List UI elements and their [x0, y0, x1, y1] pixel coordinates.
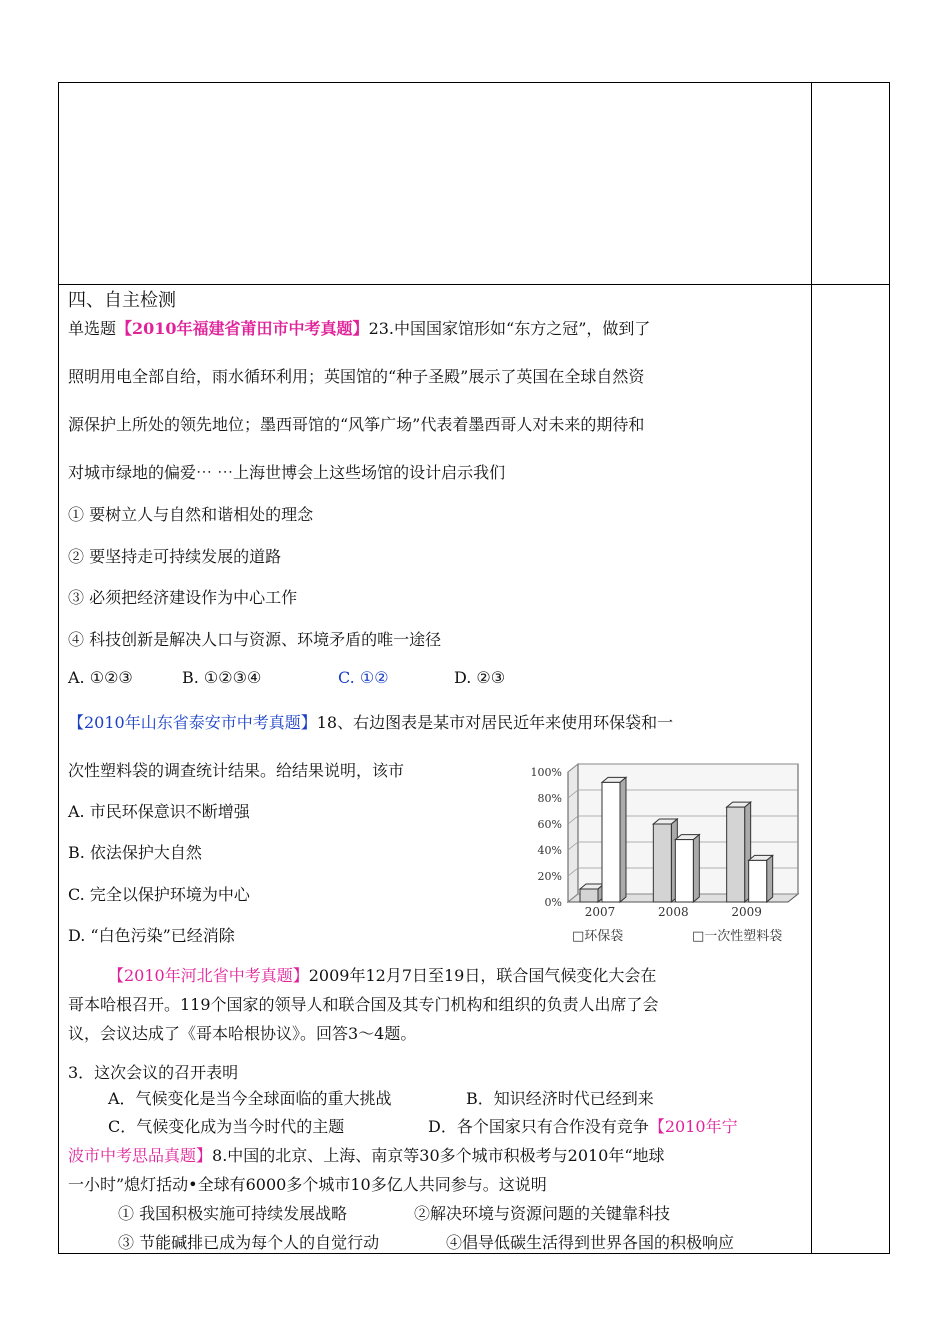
bar-front-face: [602, 782, 620, 902]
x-tick-label: 2008: [658, 905, 689, 919]
bar-front-face: [580, 889, 598, 902]
bag-usage-bar-chart: [512, 758, 808, 948]
source-tag: 【2010年山东省泰安市中考真题】: [68, 713, 317, 732]
statement-option: ④ 科技创新是解决人口与资源、环境矛盾的唯一途径: [68, 630, 442, 649]
statement-option: ③ 节能碱排已成为每个人的自觉行动: [118, 1233, 380, 1252]
answer-choice-a: A. ①②③: [68, 668, 133, 687]
y-tick-label: 20%: [537, 870, 562, 883]
y-tick-label: 80%: [537, 792, 562, 805]
question-text: 照明用电全部自给，雨水循环利用；英国馆的“种子圣殿”展示了英国在全球自然资: [68, 367, 645, 386]
statement-option: ① 要树立人与自然和谐相处的理念: [68, 505, 314, 524]
table-column-divider: [811, 83, 812, 1253]
chart-y-ticks: [531, 766, 562, 909]
question-text: 议，会议达成了《哥本哈根协议》。回答3～4题。: [68, 1024, 417, 1043]
answer-choice-b: B．知识经济时代已经到来: [466, 1089, 654, 1108]
x-tick-label: 2009: [731, 905, 762, 919]
bar-front-face: [653, 824, 671, 902]
question-text: 18、右边图表是某市对居民近年来使用环保袋和一: [316, 713, 674, 732]
chart-bar: [602, 777, 626, 902]
bar-front-face: [675, 840, 693, 902]
question-text: 8.中国的北京、上海、南京等30多个城市积极考与2010年“地球: [212, 1146, 665, 1165]
answer-choice-b: B. ①②③④: [182, 668, 262, 687]
chart-side-wall: [568, 764, 578, 902]
source-tag: 【2010年河北省中考真题】: [108, 966, 309, 985]
statement-option: ① 我国积极实施可持续发展战略: [118, 1204, 348, 1223]
bar-side-face: [620, 777, 626, 902]
y-tick-label: 60%: [537, 818, 562, 831]
statement-option: ②解决环境与资源问题的关键靠科技: [414, 1204, 671, 1223]
legend-item-1: □一次性塑料袋: [692, 929, 783, 944]
y-tick-label: 0%: [544, 896, 562, 909]
question-18-line: [68, 710, 673, 733]
answer-choice-a: A．气候变化是当今全球面临的重大挑战: [108, 1089, 392, 1108]
chart-bar: [749, 855, 773, 902]
chart-bar: [727, 802, 751, 902]
question-8-line: [68, 1143, 665, 1166]
chart-bar: [653, 819, 677, 902]
answer-choice-d: D. ②③: [454, 668, 506, 687]
answer-choice-c: C. ①②: [338, 668, 389, 687]
question-text: 源保护上所处的领先地位；墨西哥馆的“风筝广场”代表着墨西哥人对未来的期待和: [68, 415, 645, 434]
section-title: 四、自主检测: [68, 290, 176, 311]
answer-choice: B. 依法保护大自然: [68, 843, 202, 862]
bar-side-face: [767, 855, 773, 902]
source-tag: 波市中考思品真题】: [68, 1146, 213, 1165]
bar-front-face: [749, 860, 767, 902]
bar-front-face: [727, 807, 745, 902]
question-text: 对城市绿地的偏爱⋯ ⋯上海世博会上这些场馆的设计启示我们: [68, 463, 506, 482]
answer-choice-c: C．气候变化成为当今时代的主题: [108, 1117, 345, 1136]
chart-legend: [572, 928, 782, 944]
question-type-label: 单选题: [68, 319, 117, 338]
answer-choice: D. “白色污染”已经消除: [68, 926, 235, 945]
y-tick-label: 40%: [537, 844, 562, 857]
bar-side-face: [693, 835, 699, 902]
table-row-divider: [59, 284, 889, 285]
answer-choice-d: D．各个国家只有合作没有竞争: [428, 1117, 649, 1136]
legend-item-0: □环保袋: [572, 929, 624, 944]
question-3-intro: [108, 963, 656, 986]
y-tick-label: 100%: [530, 766, 562, 779]
source-tag: 【2010年宁: [648, 1117, 738, 1136]
question-23-line: [68, 316, 650, 339]
question-text: 哥本哈根召开。119个国家的领导人和联合国及其专门机构和组织的负责人出席了会: [68, 995, 659, 1014]
source-tag: 【2010年福建省莆田市中考真题】: [116, 319, 369, 338]
statement-option: ② 要坚持走可持续发展的道路: [68, 547, 282, 566]
question-text: 次性塑料袋的调查统计结果。给结果说明，该市: [68, 761, 405, 780]
answer-choice-d-line: [428, 1114, 738, 1137]
question-text: 2009年12月7日至19日，联合国气候变化大会在: [308, 966, 657, 985]
question-stem: 3．这次会议的召开表明: [68, 1063, 239, 1082]
answer-choice: A. 市民环保意识不断增强: [68, 802, 250, 821]
question-text: 23.中国国家馆形如“东方之冠”，做到了: [368, 319, 651, 338]
chart-bar: [580, 884, 604, 902]
answer-choice: C. 完全以保护环境为中心: [68, 885, 250, 904]
statement-option: ③ 必须把经济建设作为中心工作: [68, 588, 298, 607]
statement-option: ④倡导低碳生活得到世界各国的积极响应: [446, 1233, 735, 1252]
x-tick-label: 2007: [584, 905, 616, 919]
question-text: 一小时”熄灯括动•全球有6000多个城市10多亿人共同参与。这说明: [68, 1175, 547, 1194]
chart-bar: [675, 835, 699, 902]
chart-x-ticks: [585, 905, 762, 919]
